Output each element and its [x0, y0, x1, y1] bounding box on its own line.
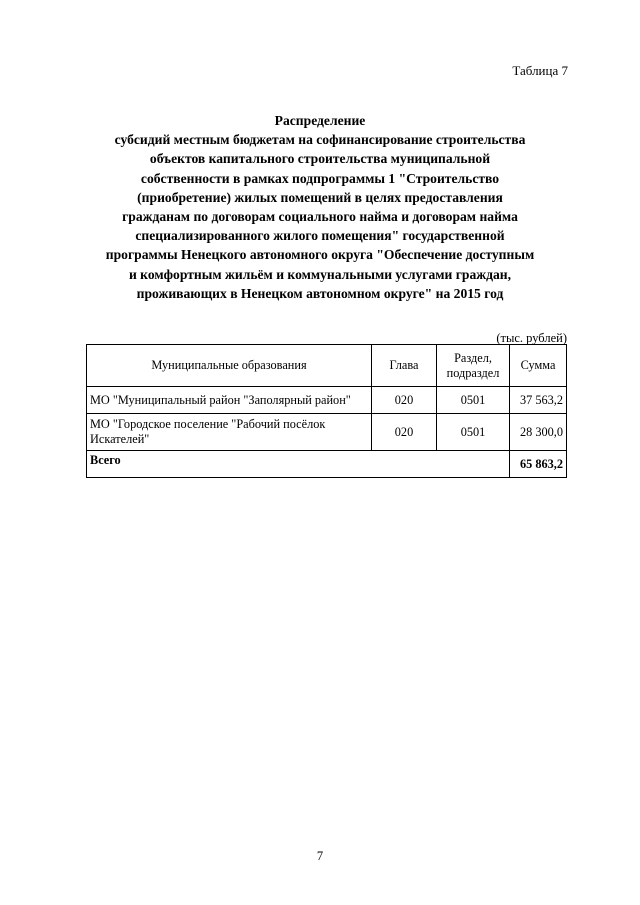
title-line: объектов капитального строительства муниципальной: [149, 151, 491, 167]
title-line: специализированного жилого помещения" государственной: [135, 228, 505, 244]
title-line: программы Ненецкого автономного округа "Обеспечение доступным: [105, 247, 535, 263]
cell-chapter: 020: [372, 387, 437, 414]
cell-chapter: 020: [372, 414, 437, 451]
cell-sum: 37 563,2: [510, 387, 567, 414]
header-chapter: Глава: [372, 345, 437, 387]
cell-name: МО "Городское поселение "Рабочий посёлок Искателей": [87, 414, 372, 451]
title-line: субсидий местным бюджетам на софинансирование строительства: [114, 132, 526, 148]
page-number: 7: [316, 849, 324, 863]
cell-name: МО "Муниципальный район "Заполярный район": [87, 387, 372, 414]
table-header-row: [87, 345, 567, 387]
cell-sum: 28 300,0: [510, 414, 567, 451]
distribution-table: [86, 344, 567, 478]
title-line: собственности в рамках подпрограммы 1 "Строительство: [140, 170, 500, 186]
title-line: (приобретение) жилых помещений в целях предоставления: [137, 189, 503, 205]
cell-section: 0501: [437, 414, 510, 451]
table-row: [87, 414, 567, 451]
header-section: Раздел, подраздел: [437, 345, 510, 387]
header-sum: Сумма: [510, 345, 567, 387]
table-row: [87, 387, 567, 414]
cell-section: 0501: [437, 387, 510, 414]
table-total-row: [87, 451, 567, 478]
table-number-label: Таблица 7: [512, 63, 568, 78]
header-name: Муниципальные образования: [87, 345, 372, 387]
title-line: гражданам по договорам социального найма и договорам найма: [122, 209, 518, 225]
title-line: Распределение: [274, 113, 366, 128]
units-note: (тыс. рублей): [496, 331, 567, 345]
title-line: проживающих в Ненецком автономном округе" на 2015 год: [136, 285, 504, 301]
total-sum: 65 863,2: [510, 451, 567, 478]
title-line: и комфортным жильём и коммунальными услугами граждан,: [128, 266, 512, 282]
document-title: [80, 111, 560, 303]
total-label: Всего: [87, 451, 510, 478]
